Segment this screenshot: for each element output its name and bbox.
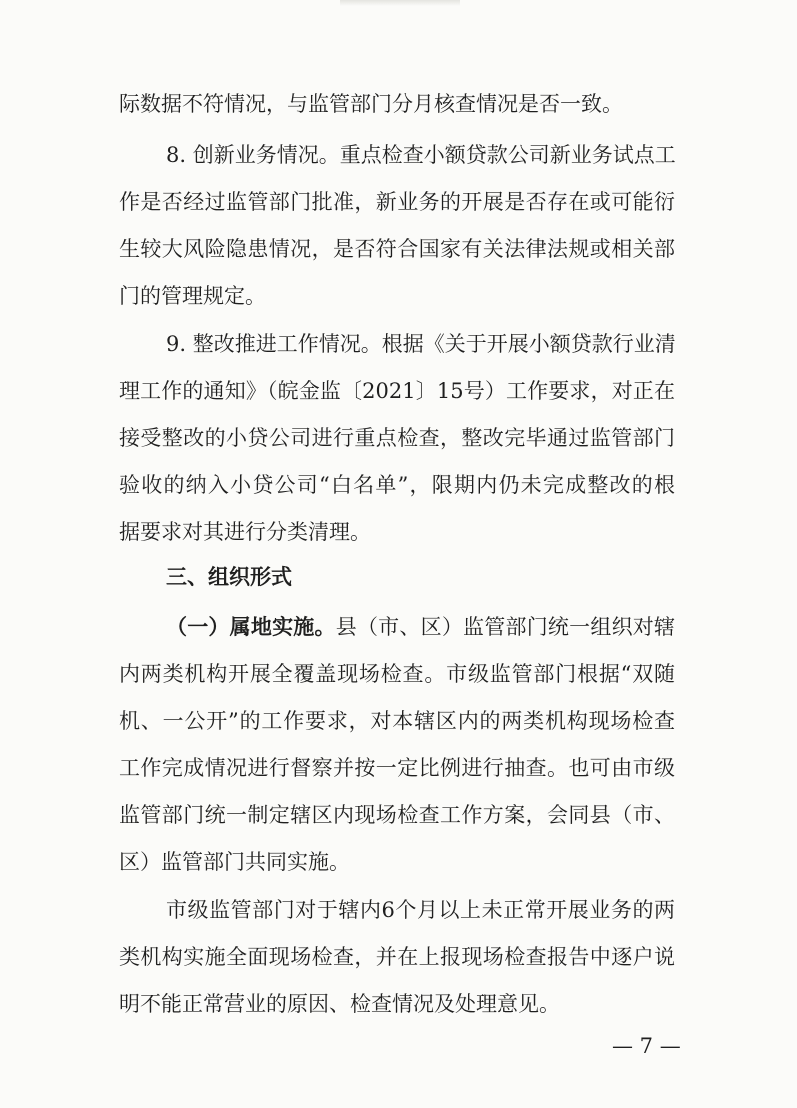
paragraph-line: 明不能正常营业的原因、检查情况及处理意见。 <box>119 992 560 1016</box>
paragraph-line: 区）监管部门共同实施。 <box>119 850 350 874</box>
paragraph-line: 8. 创新业务情况。重点检查小额贷款公司新业务试点工 <box>166 143 676 167</box>
paragraph-line: 作是否经过监管部门批准，新业务的开展是否存在或可能衍 <box>119 190 675 214</box>
paragraph-line: 验收的纳入小贷公司“白名单”，限期内仍未完成整改的根 <box>119 473 675 497</box>
paragraph-line: 据要求对其进行分类清理。 <box>119 520 371 544</box>
paragraph-line: 工作完成情况进行督察并按一定比例进行抽查。也可由市级 <box>119 756 675 780</box>
scan-artifact <box>340 0 460 6</box>
paragraph-line: 生较大风险隐患情况，是否符合国家有关法律法规或相关部 <box>119 237 675 261</box>
paragraph-line: 市级监管部门对于辖内6个月以上未正常开展业务的两 <box>166 898 675 922</box>
subheading-lead: （一）属地实施。 <box>166 615 336 639</box>
section-heading: 三、组织形式 <box>166 565 292 589</box>
paragraph-line: 9. 整改推进工作情况。根据《关于开展小额贷款行业清 <box>166 332 676 356</box>
paragraph-line <box>166 611 675 643</box>
paragraph-line: 内两类机构开展全覆盖现场检查。市级监管部门根据“双随 <box>119 662 675 686</box>
paragraph-line: 门的管理规定。 <box>119 284 266 308</box>
paragraph-text: 县（市、区）监管部门统一组织对辖 <box>335 615 676 639</box>
paragraph-line: 监管部门统一制定辖区内现场检查工作方案，会同县（市、 <box>119 803 675 827</box>
paragraph-line: 机、一公开”的工作要求，对本辖区内的两类机构现场检查 <box>119 709 675 733</box>
paragraph-line: 类机构实施全面现场检查，并在上报现场检查报告中逐户说 <box>119 945 675 969</box>
paragraph-line: 理工作的通知》（皖金监〔2021〕15号）工作要求，对正在 <box>119 379 675 403</box>
page-number: — 7 — <box>612 1034 681 1058</box>
paragraph-line: 际数据不符情况，与监管部门分月核查情况是否一致。 <box>119 92 623 116</box>
paragraph-line: 接受整改的小贷公司进行重点检查，整改完毕通过监管部门 <box>119 426 675 450</box>
